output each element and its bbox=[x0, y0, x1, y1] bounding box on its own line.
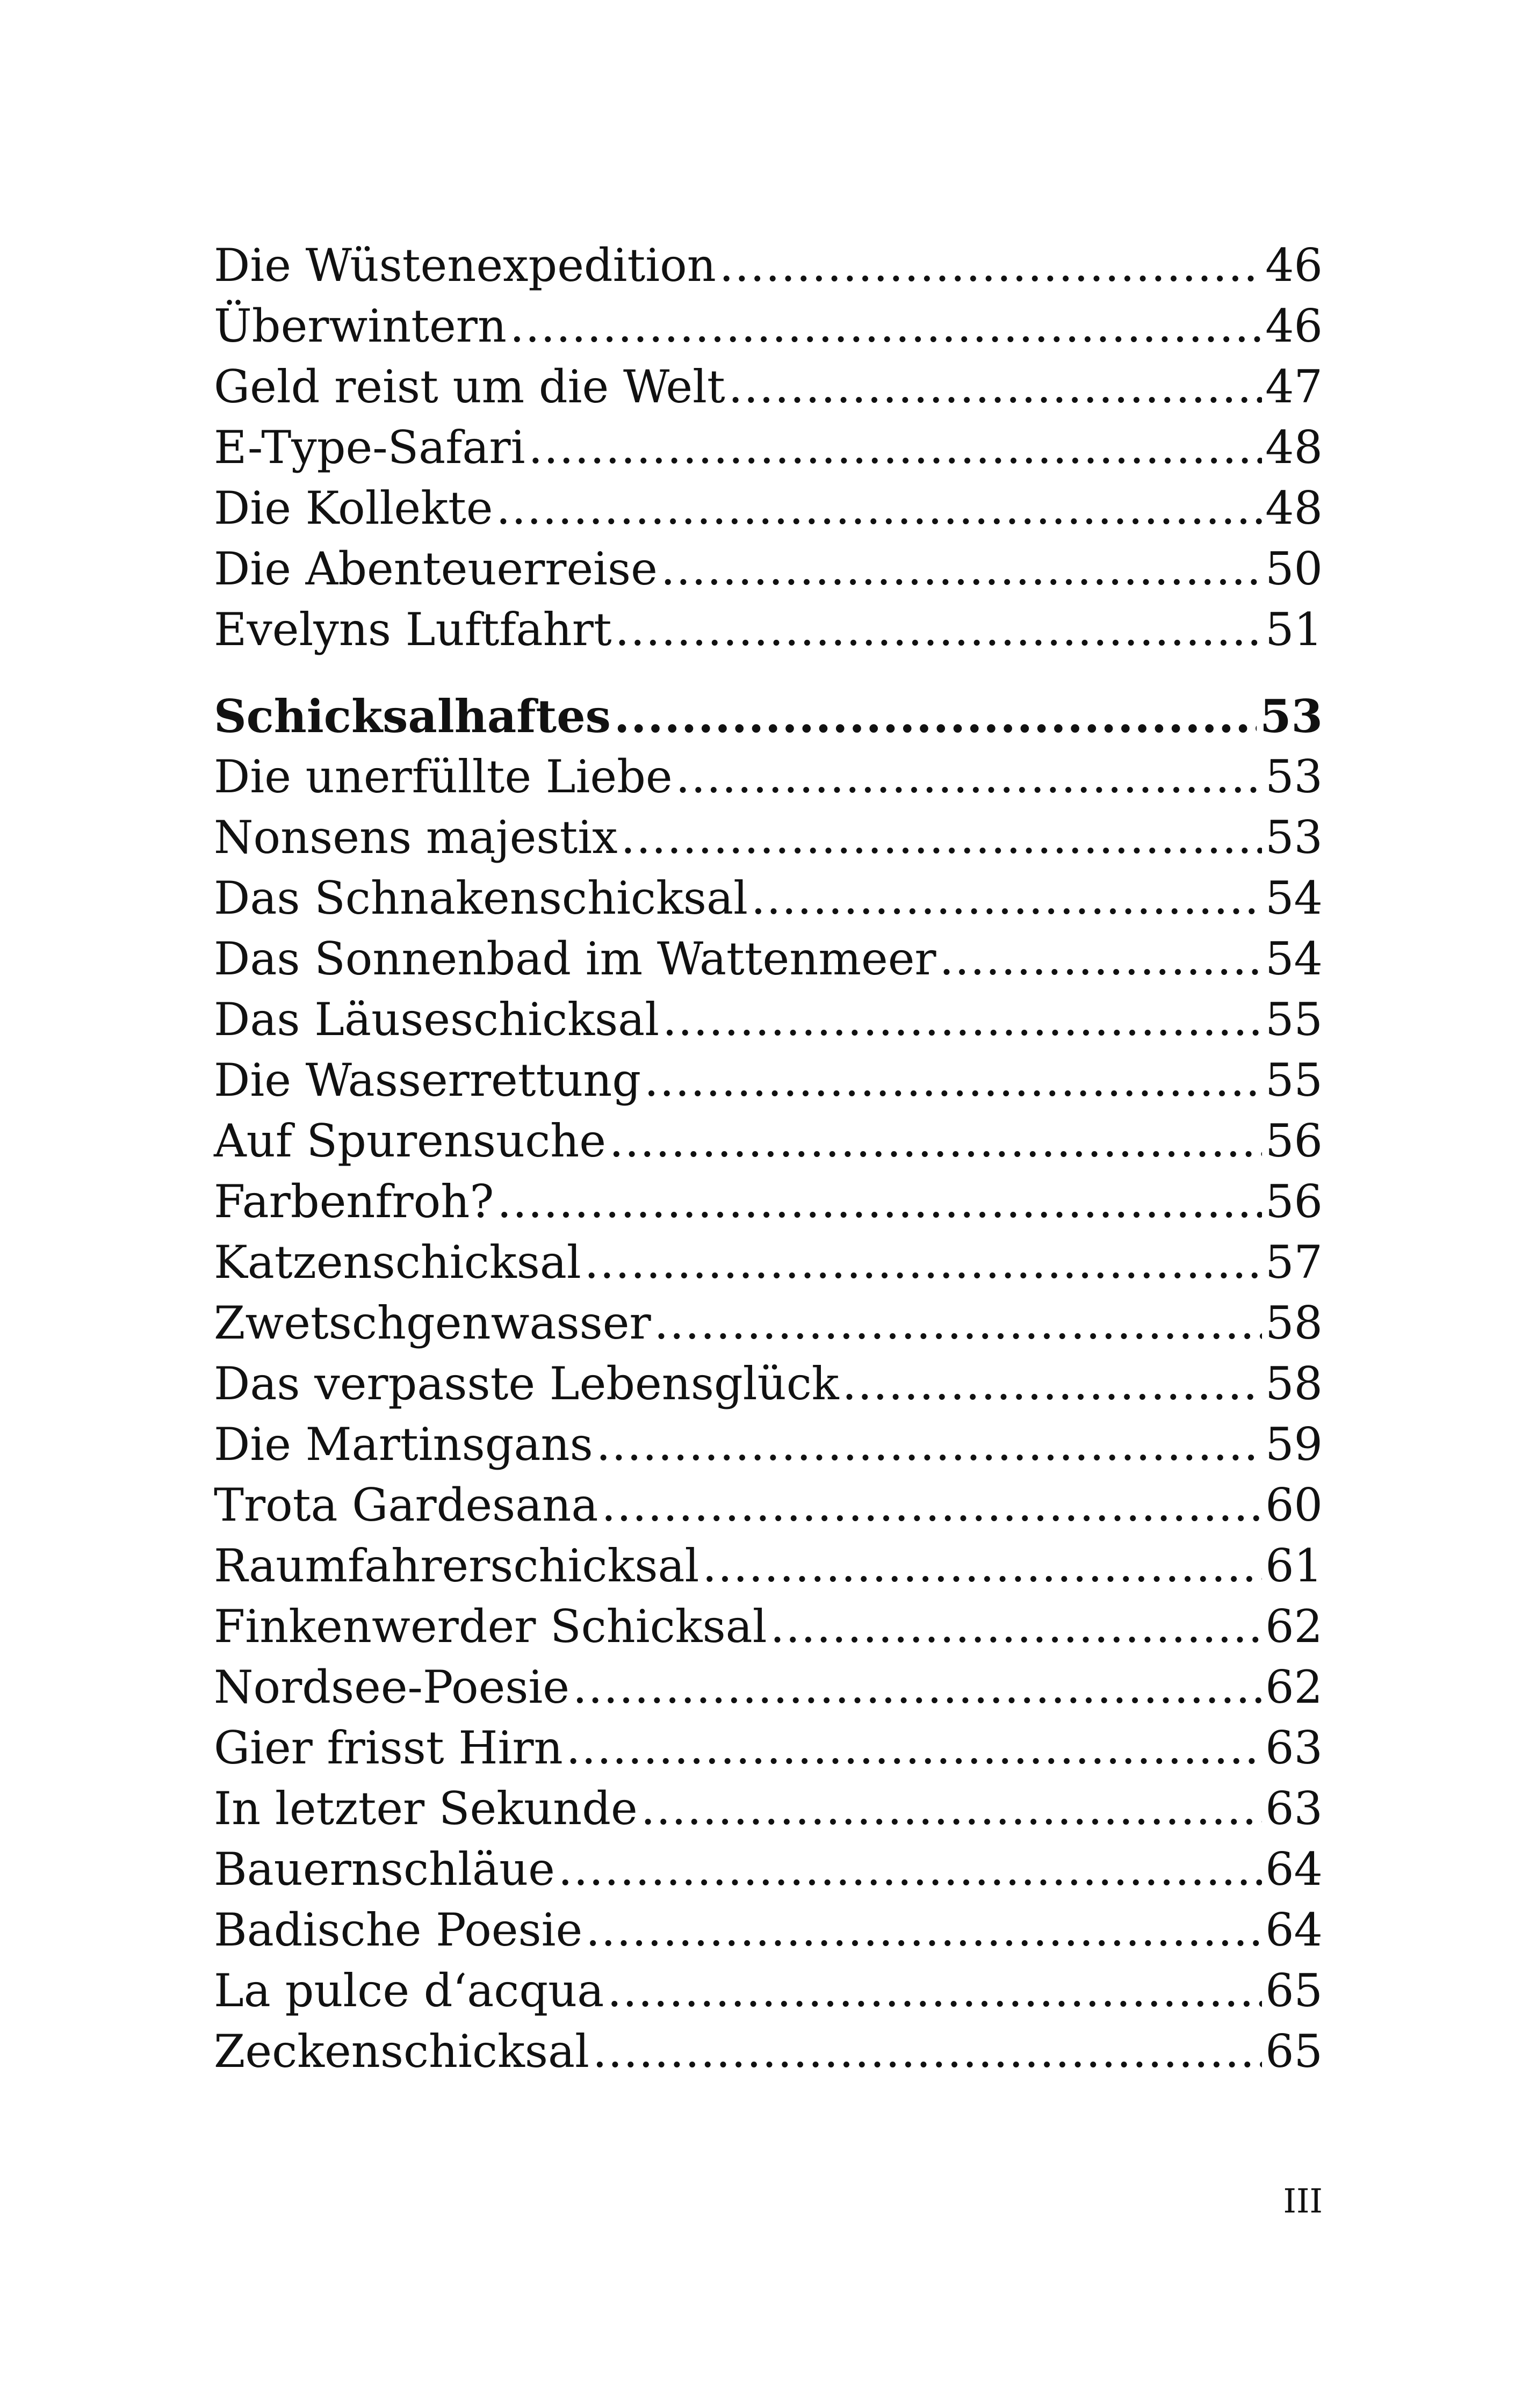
toc-entry-title: Gier frisst Hirn bbox=[214, 1722, 563, 1774]
toc-entry-page: 57 bbox=[1265, 1236, 1323, 1289]
toc-entry-title: Raumfahrerschicksal bbox=[214, 1539, 699, 1592]
toc-entry-title: Die unerfüllte Liebe bbox=[214, 750, 673, 803]
toc-entry-title: Geld reist um die Welt bbox=[214, 360, 725, 413]
toc-entry-page: 53 bbox=[1265, 811, 1323, 864]
toc-entry[interactable] bbox=[214, 1475, 1323, 1536]
toc-entry[interactable] bbox=[214, 478, 1323, 539]
toc-entry[interactable] bbox=[214, 1232, 1323, 1293]
toc-entry[interactable] bbox=[214, 417, 1323, 478]
toc-entry[interactable] bbox=[214, 296, 1323, 357]
toc-entry-page: 56 bbox=[1265, 1115, 1323, 1167]
toc-entry-title: Bauernschläue bbox=[214, 1843, 555, 1896]
toc-entry[interactable] bbox=[214, 989, 1323, 1050]
toc-entry-title: Trota Gardesana bbox=[214, 1479, 598, 1531]
page-number: III bbox=[1283, 2181, 1323, 2221]
toc-entry[interactable] bbox=[214, 599, 1323, 660]
toc-entry-page: 58 bbox=[1265, 1357, 1323, 1410]
toc-entry-page: 55 bbox=[1265, 1054, 1323, 1107]
toc-entry-page: 62 bbox=[1265, 1661, 1323, 1713]
dot-leader bbox=[601, 1475, 1262, 1536]
toc-entry-title: Auf Spurensuche bbox=[214, 1115, 606, 1167]
toc-section-heading[interactable] bbox=[214, 686, 1323, 747]
toc-entry[interactable] bbox=[214, 1961, 1323, 2021]
dot-leader bbox=[614, 686, 1257, 747]
dot-leader bbox=[497, 1172, 1262, 1232]
dot-leader bbox=[566, 1718, 1262, 1778]
toc-entry-page: 64 bbox=[1265, 1904, 1323, 1956]
dot-leader bbox=[496, 478, 1263, 539]
toc-entry-title: Farbenfroh? bbox=[214, 1175, 494, 1228]
toc-entry-title: Die Wasserrettung bbox=[214, 1054, 641, 1107]
toc-entry-page: 64 bbox=[1265, 1843, 1323, 1896]
dot-leader bbox=[596, 1414, 1262, 1475]
toc-entry[interactable] bbox=[214, 1839, 1323, 1900]
toc-entry[interactable] bbox=[214, 1718, 1323, 1778]
toc-entry-title: Nordsee-Poesie bbox=[214, 1661, 569, 1713]
toc-entry[interactable] bbox=[214, 1050, 1323, 1111]
dot-leader bbox=[573, 1657, 1262, 1718]
table-of-contents bbox=[214, 235, 1323, 2082]
dot-leader bbox=[676, 747, 1262, 807]
toc-entry[interactable] bbox=[214, 1172, 1323, 1232]
toc-entry[interactable] bbox=[214, 1596, 1323, 1657]
toc-entry-title: Katzenschicksal bbox=[214, 1236, 581, 1289]
toc-entry-title: Zeckenschicksal bbox=[214, 2025, 589, 2078]
dot-leader bbox=[662, 989, 1262, 1050]
toc-entry[interactable] bbox=[214, 1536, 1323, 1596]
toc-entry-title: Das Sonnenbad im Wattenmeer bbox=[214, 932, 936, 985]
dot-leader bbox=[751, 868, 1262, 929]
toc-entry[interactable] bbox=[214, 1657, 1323, 1718]
toc-entry-title: In letzter Sekunde bbox=[214, 1782, 638, 1835]
toc-entry-title: La pulce d‘acqua bbox=[214, 1964, 604, 2017]
toc-entry-page: 58 bbox=[1265, 1297, 1323, 1349]
dot-leader bbox=[719, 235, 1262, 296]
toc-entry-page: 48 bbox=[1265, 482, 1323, 534]
dot-leader bbox=[615, 599, 1262, 660]
toc-entry-page: 54 bbox=[1265, 872, 1323, 924]
toc-entry-page: 48 bbox=[1265, 421, 1323, 474]
toc-entry-page: 60 bbox=[1265, 1479, 1323, 1531]
toc-entry-title: Überwintern bbox=[214, 300, 507, 352]
dot-leader bbox=[558, 1839, 1262, 1900]
dot-leader bbox=[585, 1232, 1262, 1293]
toc-entry-page: 50 bbox=[1265, 543, 1323, 595]
dot-leader bbox=[609, 1111, 1262, 1172]
toc-entry-page: 63 bbox=[1265, 1782, 1323, 1835]
toc-section-page: 53 bbox=[1260, 690, 1323, 743]
toc-entry[interactable] bbox=[214, 1293, 1323, 1354]
dot-leader bbox=[644, 1050, 1262, 1111]
toc-entry-page: 65 bbox=[1265, 2025, 1323, 2078]
dot-leader bbox=[654, 1293, 1262, 1354]
toc-entry-page: 46 bbox=[1265, 239, 1323, 292]
toc-entry[interactable] bbox=[214, 868, 1323, 929]
toc-entry-page: 54 bbox=[1265, 932, 1323, 985]
dot-leader bbox=[621, 807, 1263, 868]
toc-entry-title: Zwetschgenwasser bbox=[214, 1297, 651, 1349]
dot-leader bbox=[940, 929, 1263, 989]
dot-leader bbox=[661, 539, 1262, 599]
dot-leader bbox=[586, 1900, 1262, 1961]
toc-entry-page: 46 bbox=[1265, 300, 1323, 352]
dot-leader bbox=[641, 1778, 1262, 1839]
toc-entry-title: Die Kollekte bbox=[214, 482, 493, 534]
toc-entry-title: Evelyns Luftfahrt bbox=[214, 603, 612, 656]
dot-leader bbox=[728, 357, 1262, 417]
toc-entry-title: Die Abenteuerreise bbox=[214, 543, 658, 595]
toc-entry[interactable] bbox=[214, 2021, 1323, 2082]
toc-entry-page: 61 bbox=[1265, 1539, 1323, 1592]
toc-entry-page: 56 bbox=[1265, 1175, 1323, 1228]
toc-entry[interactable] bbox=[214, 1414, 1323, 1475]
toc-entry[interactable] bbox=[214, 1354, 1323, 1414]
dot-leader bbox=[770, 1596, 1262, 1657]
toc-entry-title: Das Läuseschicksal bbox=[214, 993, 660, 1046]
toc-entry[interactable] bbox=[214, 1111, 1323, 1172]
dot-leader bbox=[702, 1536, 1262, 1596]
toc-entry[interactable] bbox=[214, 1900, 1323, 1961]
toc-entry-page: 51 bbox=[1265, 603, 1323, 656]
toc-entry-title: Badische Poesie bbox=[214, 1904, 583, 1956]
toc-entry-page: 62 bbox=[1265, 1600, 1323, 1653]
toc-entry-title: E-Type-Safari bbox=[214, 421, 525, 474]
toc-entry-page: 63 bbox=[1265, 1722, 1323, 1774]
toc-entry[interactable] bbox=[214, 929, 1323, 989]
toc-section-title: Schicksalhaftes bbox=[214, 690, 611, 743]
toc-entry-page: 65 bbox=[1265, 1964, 1323, 2017]
dot-leader bbox=[528, 417, 1262, 478]
dot-leader bbox=[510, 296, 1262, 357]
toc-entry-title: Nonsens majestix bbox=[214, 811, 618, 864]
toc-entry[interactable] bbox=[214, 747, 1323, 807]
dot-leader bbox=[842, 1354, 1262, 1414]
toc-entry[interactable] bbox=[214, 1778, 1323, 1839]
toc-entry[interactable] bbox=[214, 235, 1323, 296]
toc-entry-title: Die Wüstenexpedition bbox=[214, 239, 716, 292]
toc-entry-title: Die Martinsgans bbox=[214, 1418, 593, 1471]
toc-entry-page: 59 bbox=[1265, 1418, 1323, 1471]
toc-entry[interactable] bbox=[214, 539, 1323, 599]
toc-entry[interactable] bbox=[214, 807, 1323, 868]
toc-entry-page: 55 bbox=[1265, 993, 1323, 1046]
dot-leader bbox=[607, 1961, 1262, 2021]
toc-entry-title: Das verpasste Lebensglück bbox=[214, 1357, 839, 1410]
dot-leader bbox=[593, 2021, 1262, 2082]
toc-entry-title: Finkenwerder Schicksal bbox=[214, 1600, 767, 1653]
toc-entry[interactable] bbox=[214, 357, 1323, 417]
toc-entry-page: 47 bbox=[1265, 360, 1323, 413]
toc-entry-page: 53 bbox=[1265, 750, 1323, 803]
toc-entry-title: Das Schnakenschicksal bbox=[214, 872, 748, 924]
